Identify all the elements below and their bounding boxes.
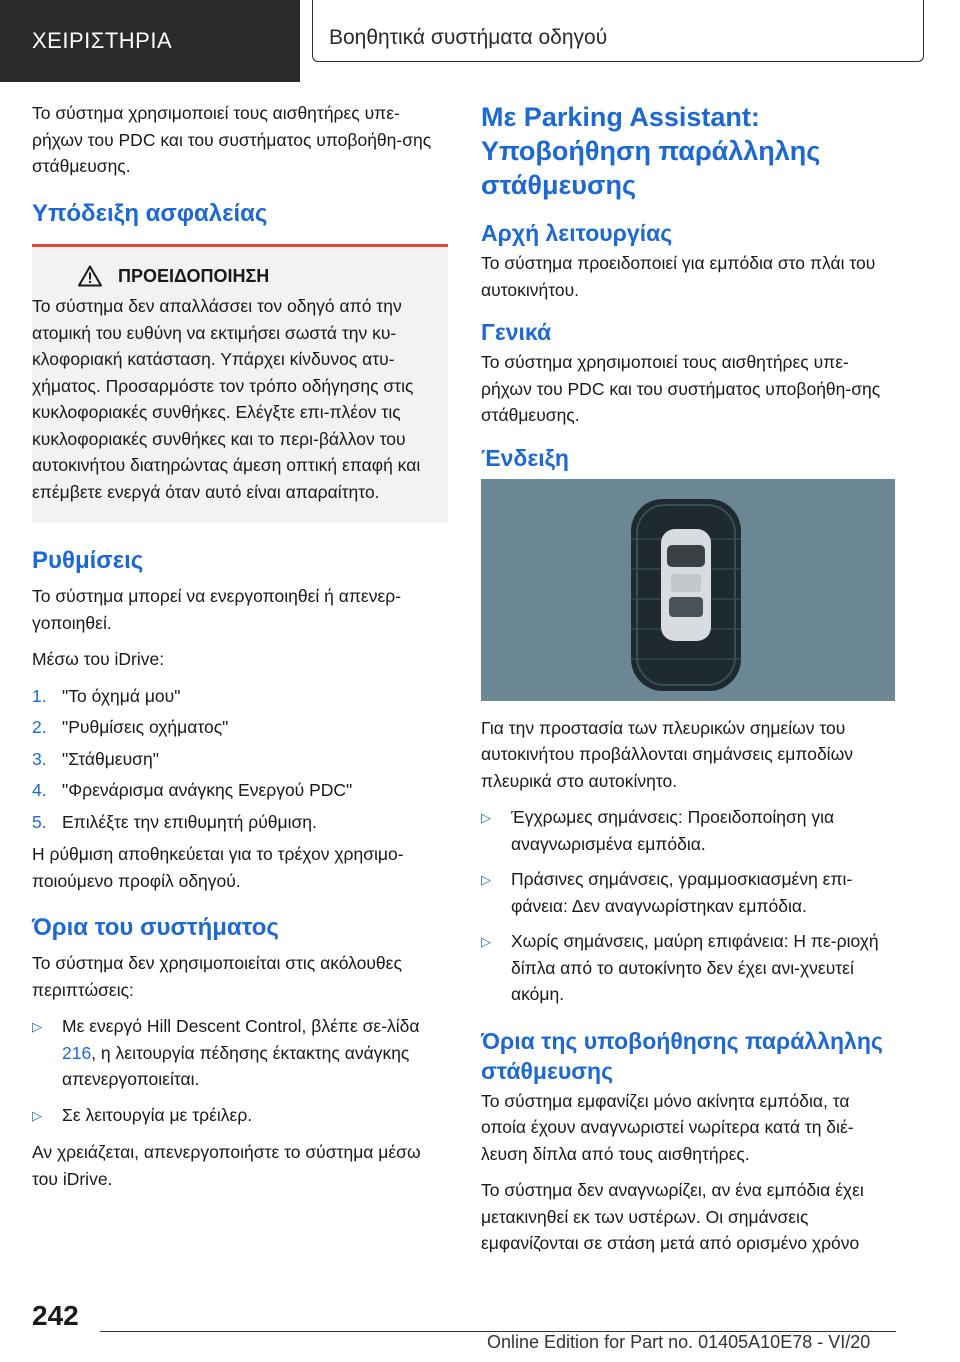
warning-text: Το σύστημα δεν απαλλάσσει τον οδηγό από την ατομική του ευθύνη να εκτιμήσει σωστά την κυ‐κλοφοριακή κατάσταση. Υπάρχει κίνδυνος ατυ‐χήματος. Προσαρμόστε τον τρόπο οδήγησης στις κυκλοφοριακές συνθήκες. Ελέγξτε επι‐πλέον τις κυκλοφοριακές συνθήκες και το περι‐βάλλον του αυτοκινήτου διατηρώντας άμεση οπτική επαφή και επέμβετε ενεργά όταν αυτό είναι απαραίτητο. — [32, 296, 421, 502]
left-column — [32, 100, 448, 1202]
step-item: 4. "Φρενάρισμα ανάγκης Ενεργού PDC" — [32, 780, 353, 800]
intro-paragraph: Το σύστημα χρησιμοποιεί τους αισθητήρες υπε‐ρήχων του PDC και του συστήματος υποβοήθη‐σης στάθμευσης. — [32, 103, 432, 176]
bullet-triangle-icon: ▷ — [481, 872, 491, 887]
display-paragraph: Για την προστασία των πλευρικών σημείων του αυτοκινήτου προβάλλονται σημάνσεις εμποδίων πλευρικά στο αυτοκίνητο. — [481, 717, 853, 791]
page-link[interactable]: 216 — [62, 1042, 92, 1063]
section-tab — [0, 0, 300, 82]
limits-paragraph: Το σύστημα δεν χρησιμοποιείται στις ακόλουθες περιπτώσεις: — [32, 953, 402, 1000]
general-heading: Γενικά — [481, 319, 552, 345]
step-item: 3. "Στάθμευση" — [32, 748, 159, 769]
list-item: ▷ Σε λειτουργία με τρέιλερ. — [32, 1102, 448, 1130]
settings-heading: Ρυθμίσεις — [32, 547, 144, 574]
settings-paragraph: Το σύστημα μπορεί να ενεργοποιηθεί ή απενερ‐γοποιηθεί. — [32, 586, 402, 633]
page-number: 242 — [32, 1300, 79, 1331]
bullet-triangle-icon: ▷ — [481, 934, 491, 949]
warning-title: ΠΡΟΕΙΔΟΠΟΙΗΣΗ — [118, 265, 270, 286]
list-item: ▷ Πράσινες σημάνσεις, γραμμοσκιασμένη επι‐φάνεια: Δεν αναγνωρίστηκαν εμπόδια. — [481, 866, 897, 919]
step-item: 1. "Το όχημά μου" — [32, 685, 181, 706]
display-list — [481, 804, 897, 1008]
right-column — [481, 100, 897, 1267]
principle-paragraph: Το σύστημα προειδοποιεί για εμπόδια στο πλάι του αυτοκινήτου. — [481, 253, 876, 300]
general-paragraph: Το σύστημα χρησιμοποιεί τους αισθητήρες υπε‐ρήχων του PDC και του συστήματος υποβοήθη‐σης στάθμευσης. — [481, 352, 881, 425]
settings-steps — [32, 683, 448, 836]
limits-heading: Όρια του συστήματος — [32, 914, 279, 941]
main-heading: Με Parking Assistant: Υποβοήθηση παράλληλης στάθμευσης — [481, 102, 821, 200]
chapter-tab — [312, 0, 924, 62]
assist-limits-paragraph-1: Το σύστημα εμφανίζει μόνο ακίνητα εμπόδια, τα οποία έχουν αναγνωριστεί νωρίτερα κατά τη διέ‐λευση δίπλα από τους αισθητήρες. — [481, 1090, 854, 1164]
section-title: ΧΕΙΡΙΣΤΗΡΙΑ — [32, 28, 173, 53]
step-item: 2. "Ρυθμίσεις οχήματος" — [32, 717, 229, 737]
saved-note: Η ρύθμιση αποθηκεύεται για το τρέχον χρησιμο‐ποιούμενο προφίλ οδηγού. — [32, 844, 404, 891]
step-item: 5. Επιλέξτε την επιθυμητή ρύθμιση. — [32, 811, 317, 832]
limits-list — [32, 1013, 448, 1129]
bullet-triangle-icon: ▷ — [32, 1019, 42, 1034]
list-item: ▷ Χωρίς σημάνσεις, μαύρη επιφάνεια: Η πε‐ριοχή δίπλα από το αυτοκίνητο δεν έχει ανι‐χνευτεί ακόμη. — [481, 928, 897, 1008]
list-item: ▷ Με ενεργό Hill Descent Control, βλέπε σε‐λίδα 216, η λειτουργία πέδησης έκτακτης ανάγκης απενεργοποιείται. — [32, 1013, 448, 1093]
parking-display-illustration — [481, 479, 895, 701]
list-item: ▷ Έγχρωμες σημάνσεις: Προειδοποίηση για αναγνωρισμένα εμπόδια. — [481, 804, 897, 857]
principle-heading: Αρχή λειτουργίας — [481, 220, 673, 246]
assist-limits-heading: Όρια της υποβοήθησης παράλληλης στάθμευσης — [481, 1027, 883, 1084]
idrive-intro: Μέσω του iDrive: — [32, 649, 165, 669]
deactivate-note: Αν χρειάζεται, απενεργοποιήστε το σύστημα μέσω του iDrive. — [32, 1142, 421, 1189]
bullet-triangle-icon: ▷ — [481, 810, 491, 825]
footer-edition: Online Edition for Part no. 01405A10E78 - VI/20 — [487, 1332, 871, 1352]
warning-triangle-icon — [78, 265, 102, 287]
assist-limits-paragraph-2: Το σύστημα δεν αναγνωρίζει, αν ένα εμπόδια έχει μετακινηθεί εκ των υστέρων. Οι σημάνσεις εμφανίζονται σε στάση μετά από ορισμένο χρόνο — [481, 1180, 864, 1253]
chapter-title: Βοηθητικά συστήματα οδηγού — [329, 26, 608, 49]
warning-box — [32, 244, 448, 524]
safety-heading: Υπόδειξη ασφαλείας — [32, 199, 268, 227]
page-header — [0, 0, 960, 82]
bullet-triangle-icon: ▷ — [32, 1107, 42, 1123]
display-heading: Ένδειξη — [481, 444, 569, 471]
